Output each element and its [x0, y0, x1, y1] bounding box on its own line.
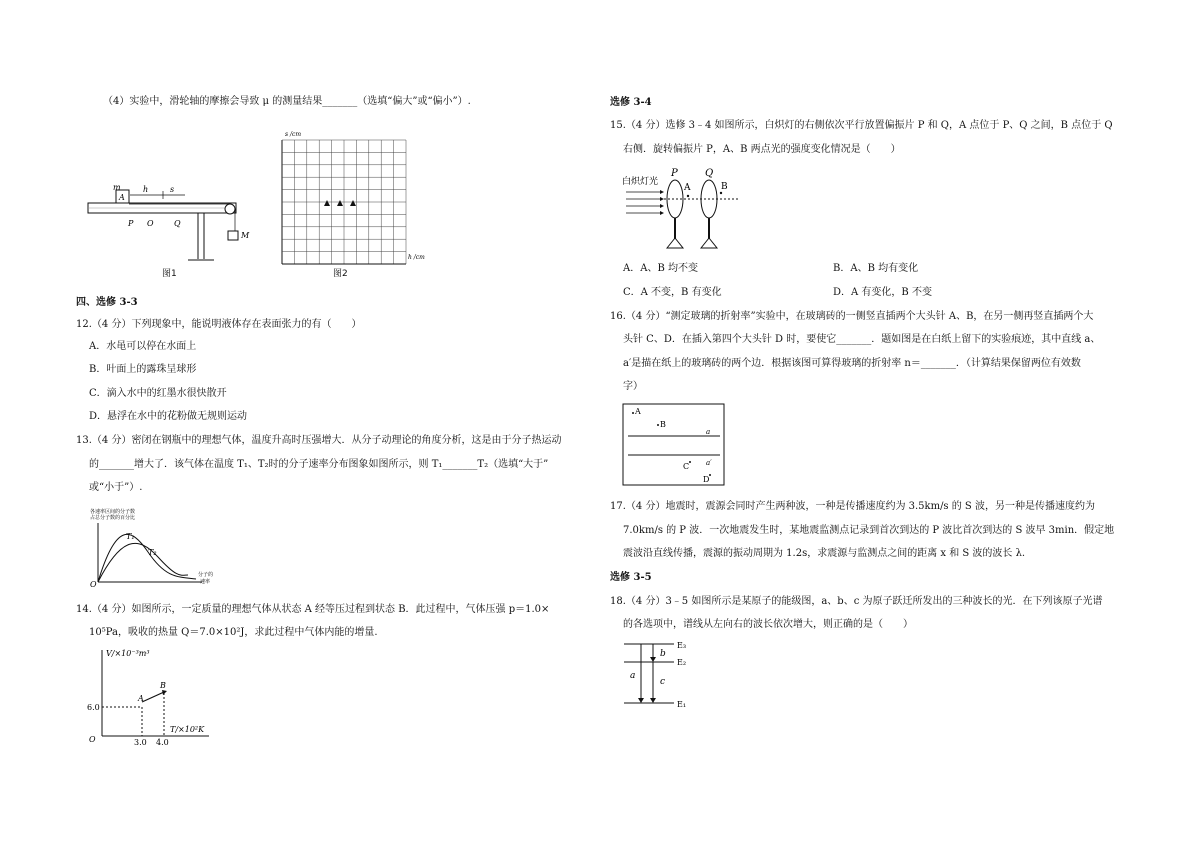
fig18-label-c: c	[660, 677, 666, 687]
fig1-label-Q: Q	[174, 219, 181, 228]
q14-line1: 14.（4 分）如图所示，一定质量的理想气体从状态 A 经等压过程到状态 B．此过程中，气体压强 p＝1.0×	[76, 604, 550, 615]
fig13-xlabel-1: 分子的	[198, 572, 214, 578]
fig14-origin: O	[89, 735, 96, 744]
fig16-label-C: C	[683, 462, 690, 471]
q15-option-b: B．A、B 均有变化	[833, 263, 919, 274]
fig18-label-E2: E₂	[677, 658, 687, 667]
fig14-label-A: A	[138, 694, 144, 703]
q17-line2: 7.0km/s 的 P 波．一次地震发生时，某地震监测点记录到首次到达的 P 波比首次到达的 S 波早 3min．假定地	[623, 525, 1115, 536]
fig2-yaxis-label: s /cm	[285, 131, 302, 138]
fig16-label-A: A	[635, 407, 641, 416]
q16-line4: 字）	[623, 381, 643, 392]
fig1-label-M: M	[241, 231, 250, 240]
q17-line3: 震波沿直线传播，震源的振动周期为 1.2s，求震源与监测点之间的距离 x 和 S 波的波长 λ.	[623, 548, 1026, 559]
q11-part4: （4）实验中，滑轮轴的摩擦会导致 μ 的测量结果_______（选填“偏大”或“偏小”）.	[103, 96, 471, 107]
q13-line1: 13.（4 分）密闭在钢瓶中的理想气体，温度升高时压强增大．从分子动理论的角度分析，这是由于分子热运动	[76, 435, 562, 446]
fig1-label-m: m	[113, 183, 121, 192]
figure-13-distribution	[86, 507, 216, 589]
fig16-label-a: a	[706, 428, 711, 436]
fig2-xaxis-label: h /cm	[408, 254, 425, 261]
fig14-y-6: 6.0	[87, 703, 100, 712]
q17-line1: 17.（4 分）地震时，震源会同时产生两种波，一种是传播速度约为 3.5km/s 的 S 波，另一种是传播速度约为	[610, 501, 1095, 512]
figure-1-apparatus	[88, 183, 253, 275]
q16-line3: a′是描在纸上的玻璃砖的两个边．根据该图可算得玻璃的折射率 n＝_______．（计算结果保留两位有效数	[623, 358, 1081, 369]
fig18-label-a: a	[630, 671, 636, 681]
fig13-ylabel-2: 占总分子数的百分比	[90, 515, 136, 521]
fig16-label-D: D	[703, 475, 710, 484]
fig16-label-B: B	[660, 420, 666, 429]
fig2-point-1	[324, 200, 330, 206]
fig13-T2: T₂	[148, 548, 157, 557]
figure-18-energy-levels	[622, 638, 694, 712]
figure-16-glass-block	[622, 403, 726, 487]
q16-line1: 16.（4 分）“测定玻璃的折射率”实验中，在玻璃砖的一侧竖直插两个大头针 A、B，在另一侧再竖直插两个大	[610, 311, 1094, 322]
fig1-label-O: O	[147, 219, 154, 228]
q12-stem: 12.（4 分）下列现象中，能说明液体存在表面张力的有（ ）	[76, 319, 362, 330]
fig15-label-Q: Q	[705, 168, 714, 179]
q12-option-c: C．滴入水中的红墨水很快散开	[89, 388, 227, 399]
fig15-label-P: P	[671, 168, 678, 179]
fig18-label-E1: E₁	[677, 700, 687, 709]
q13-line3: 或“小于”）.	[89, 482, 143, 493]
figure-15-polarizers	[620, 164, 760, 254]
fig2-point-3	[350, 200, 356, 206]
q15-line2: 右侧．旋转偏振片 P，A、B 两点光的强度变化情况是（ ）	[623, 144, 901, 155]
fig1-caption: 图1	[162, 269, 177, 279]
fig2-point-2	[337, 200, 343, 206]
fig1-label-P: P	[128, 219, 134, 228]
q12-option-d: D．悬浮在水中的花粉做无规则运动	[89, 411, 248, 422]
fig14-x-4: 4.0	[156, 738, 169, 747]
fig13-xlabel-2: 速率	[200, 579, 211, 585]
section-3-3-heading: 四、选修 3-3	[76, 297, 138, 308]
fig18-label-b: b	[660, 649, 666, 659]
fig13-T1: T₁	[126, 532, 135, 541]
fig15-lamp-label: 白炽灯光	[622, 177, 659, 187]
fig2-caption: 图2	[333, 269, 348, 279]
fig14-xaxis-label: T/×10²K	[170, 725, 205, 734]
q15-line1: 15.（4 分）选修 3﹣4 如图所示，白炽灯的右侧依次平行放置偏振片 P 和 Q，A 点位于 P、Q 之间，B 点位于 Q	[610, 120, 1113, 131]
fig13-ylabel-1: 各速率区间的分子数	[90, 509, 136, 515]
figure-2-grid	[268, 128, 425, 268]
q18-line2: 的各选项中，谱线从左向右的波长依次增大，则正确的是（ ）	[623, 619, 913, 630]
q15-option-c: C．A 不变，B 有变化	[623, 287, 722, 298]
fig1-label-s: s	[170, 185, 175, 194]
q15-option-d: D．A 有变化，B 不变	[833, 287, 932, 298]
fig15-label-A: A	[684, 183, 691, 193]
fig14-label-B: B	[160, 681, 166, 690]
q13-line2: 的_______增大了．该气体在温度 T₁、T₂时的分子速率分布图象如图所示，则 T₁_______T₂（选填“大于”	[89, 459, 549, 470]
fig14-yaxis-label: V/×10⁻³m³	[106, 649, 150, 658]
fig16-label-a-prime: a′	[706, 459, 712, 467]
fig1-label-h: h	[143, 185, 149, 194]
fig14-x-3: 3.0	[134, 738, 147, 747]
q12-option-a: A．水黾可以停在水面上	[89, 341, 197, 352]
fig15-label-B: B	[721, 182, 728, 192]
fig13-origin: O	[90, 580, 97, 589]
section-3-4-heading: 选修 3-4	[610, 97, 652, 108]
q16-line2: 头针 C、D．在插入第四个大头针 D 时，要使它_______．题如图是在白纸上留下的实验痕迹，其中直线 a、	[623, 334, 1101, 345]
q12-option-b: B．叶面上的露珠呈球形	[89, 364, 197, 375]
fig18-label-E3: E₃	[677, 641, 687, 650]
q14-line2: 10⁵Pa，吸收的热量 Q＝7.0×10²J，求此过程中气体内能的增量.	[89, 627, 378, 638]
q18-line1: 18.（4 分）3﹣5 如图所示是某原子的能级图，a、b、c 为原子跃迁所发出的三种波长的光．在下列该原子光谱	[610, 596, 1103, 607]
q15-option-a: A．A、B 均不变	[623, 263, 698, 274]
fig1-label-A: A	[119, 193, 125, 202]
section-3-5-heading: 选修 3-5	[610, 572, 652, 583]
figure-14-vt-graph	[84, 646, 219, 746]
